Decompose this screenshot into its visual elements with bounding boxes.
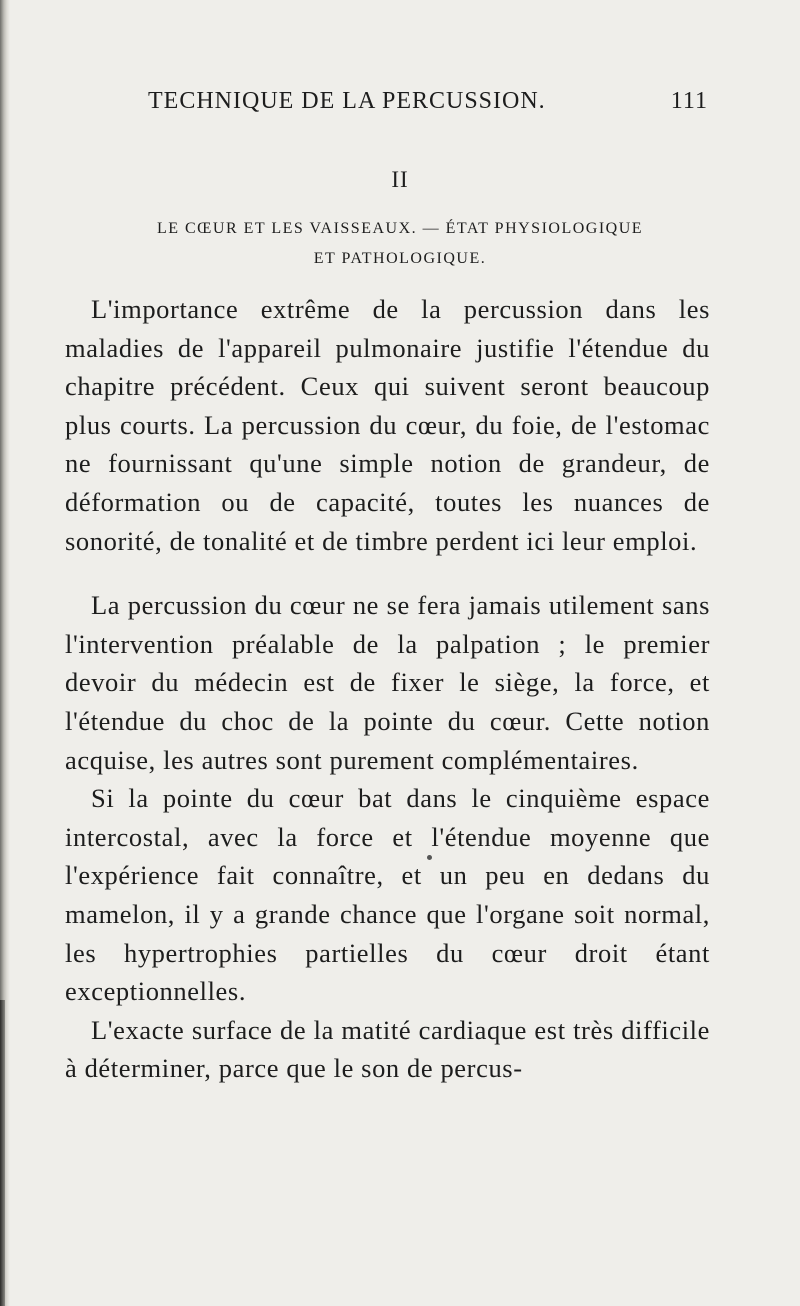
print-speck [427,855,432,860]
running-head [148,88,708,124]
section-title-line-2: ET PATHOLOGIQUE. [313,250,487,267]
paragraph-1: L'importance extrême de la percussion dans les maladies de l'appareil pulmonaire justifie l'étendue du chapitre précédent. Ceux qui suivent seront beaucoup plus courts. La percussion du cœur, du foie, de l'estomac ne fournissant qu'une simple notion de grandeur, de déformation ou de capacité, toutes les nuances de sonorité, de tonalité et de timbre perdent ici leur emploi. [65,294,710,556]
page-number: 111 [670,88,708,114]
page-binding-shadow [0,1000,5,1306]
paragraph-4: L'exacte surface de la matité cardiaque est très difficile à déterminer, parce que le son de percus- [65,1014,710,1084]
section-title [60,214,740,274]
body-text [65,290,710,1088]
running-title: TECHNIQUE DE LA PERCUSSION. [148,88,546,114]
paragraph-3: Si la pointe du cœur bat dans le cinquième espace intercostal, avec la force et l'étendue moyenne que l'expérience fait connaître, et un peu en dedans du mamelon, il y a grande chance que l'organe soit normal, les hypertrophies partielles du cœur droit étant exceptionnelles. [65,783,710,1007]
section-number: II [391,167,409,192]
paragraph-2: La percussion du cœur ne se fera jamais utilement sans l'intervention préalable de la palpation ; le premier devoir du médecin est de fixer le siège, la force, et l'étendue du choc de la pointe du cœur. Cette notion acquise, les autres sont purement complémentaires. [65,590,710,775]
section-title-line-1: LE CŒUR ET LES VAISSEAUX. — ÉTAT PHYSIOLOGIQUE [156,220,644,237]
